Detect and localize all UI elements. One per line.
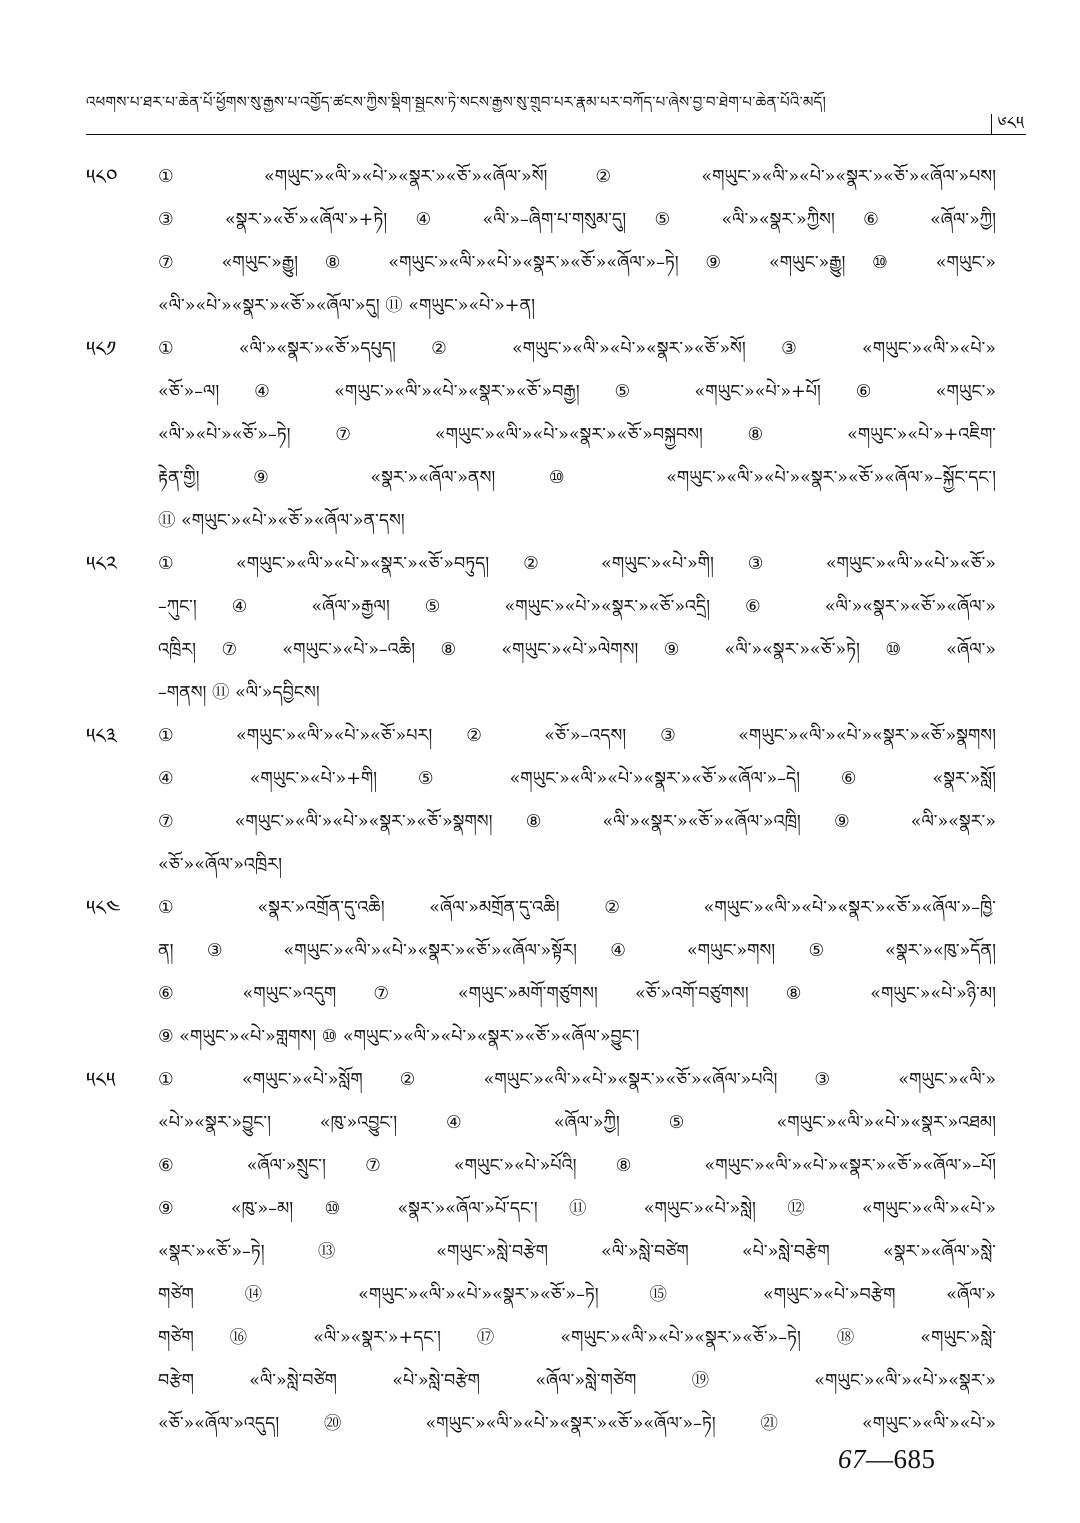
note-entry [86,1059,996,1446]
running-header-title: འཕགས་པ་ཐར་པ་ཆེན་པོ་ཕྱོགས་སུ་རྒྱས་པ་འགྱོད་ཚངས་ཀྱིས་སྡིག་སྦྱངས་ཏེ་སངས་རྒྱས་སུ་གྲུབ་པར་རྣམ་པར་བཀོད་པ་ཞེས་བྱ་བ་ཐེག་པ་ཆེན་པོའི་མདོ། [86,93,826,111]
entry-line: «ལི་»«པེ་»«སྣར་»«ཅོ་»«ཞོལ་»དུ། ⑪ «གཡུང་»«པེ་»+ན། [158,296,536,316]
entry-line: ⑦ «གཡུང་»«ལི་»«པེ་»«སྣར་»«ཅོ་»སྣགས། ⑧ «ལི་»«སྣར་»«ཅོ་»«ཞོལ་»འཁྲི། ⑨ «ལི་»«སྣར་» [158,812,996,832]
entry-number: ༥༨༢ [86,552,117,576]
entry-line: ③ «སྣར་»«ཅོ་»«ཞོལ་»+ཏེ། ④ «ལི་»–ཞིག་པ་གསུམ་དུ། ⑤ «ལི་»«སྣར་»ཀྱིས། ⑥ «ཞོལ་»ཀྱི། [158,210,996,230]
entry-line: བརྩེག «ལི་»སླེ་བཙེག «པེ་»སླེ་བརྩེག «ཞོལ་»སླེ་གཙེག ⑲ «གཡུང་»«ལི་»«པེ་»«སྣར་» [158,1371,996,1391]
entry-line: ① «གཡུང་»«ལི་»«པེ་»«སྣར་»«ཅོ་»«ཞོལ་»སོ། ② «གཡུང་»«ལི་»«པེ་»«སྣར་»«ཅོ་»«ཞོལ་»པས། [158,167,996,187]
entry-body [158,543,996,715]
entry-line: ⑨ «གཡུང་»«པེ་»གླགས། ⑩ «གཡུང་»«ལི་»«པེ་»«སྣར་»«ཅོ་»«ཞོལ་»བྱུང་། [158,1027,640,1047]
entry-line: –ཀུང་། ④ «ཞོལ་»རྒྱལ། ⑤ «གཡུང་»«པེ་»«སྣར་»«ཅོ་»འདྲི། ⑥ «ལི་»«སྣར་»«ཅོ་»«ཞོལ་» [158,597,996,617]
entry-line: «ཅོ་»«ཞོལ་»འདུད། ⑳ «གཡུང་»«ལི་»«པེ་»«སྣར་»«ཅོ་»«ཞོལ་»–ཏེ། ㉑ «གཡུང་»«ལི་»«པེ་» [158,1414,996,1434]
entry-line: རྟེན་གྱི། ⑨ «སྣར་»«ཞོལ་»ནས། ⑩ «གཡུང་»«ལི་»«པེ་»«སྣར་»«ཅོ་»«ཞོལ་»–སྐྱོང་དང་། [158,468,996,488]
note-entry [86,328,996,543]
entry-line: ① «སྣར་»འགྲོན་དུ་འཆི། «ཞོལ་»མགྲོན་དུ་འཆི། ② «གཡུང་»«ལི་»«པེ་»«སྣར་»«ཅོ་»«ཞོལ་»–ཁྱི་ [158,898,996,918]
entry-body [158,1059,996,1446]
entry-line: འཁྲིར། ⑦ «གཡུང་»«པེ་»–འཆི། ⑧ «གཡུང་»«པེ་»ལེགས། ⑨ «ལི་»«སྣར་»«ཅོ་»ཏེ། ⑩ «ཞོལ་» [158,640,996,660]
header-rule [86,134,1026,135]
entry-line: ⑨ «ཁུ་»–མ། ⑩ «སྣར་»«ཞོལ་»པོ་དང་། ⑪ «གཡུང་»«པེ་»སླེ། ⑫ «གཡུང་»«ལི་»«པེ་» [158,1199,996,1219]
entry-line: «སྣར་»«ཅོ་»–ཏེ། ⑬ «གཡུང་»སླེ་བརྩེག «ལི་»སླེ་བཙེག «པེ་»སླེ་བརྩེག «སྣར་»«ཞོལ་»སླེ་ [158,1242,996,1262]
entry-body [158,715,996,887]
note-entry [86,156,996,328]
entry-line: «ཅོ་»«ཞོལ་»འཁྲིར། [158,855,282,875]
entry-line: གཙེག ⑭ «གཡུང་»«ལི་»«པེ་»«སྣར་»«ཅོ་»–ཏེ། ⑮ «གཡུང་»«པེ་»བརྩེག «ཞོལ་» [158,1285,996,1305]
entry-line: ① «ལི་»«སྣར་»«ཅོ་»དཔུད། ② «གཡུང་»«ལི་»«པེ་»«སྣར་»«ཅོ་»སོ། ③ «གཡུང་»«ལི་»«པེ་» [158,339,996,359]
entry-line: –གནས། ⑪ «ལི་»དབྱིངས། [158,683,320,703]
note-entry [86,715,996,887]
entry-line: ⑥ «གཡུང་»འདུག ⑦ «གཡུང་»མགོ་གཙུགས། «ཅོ་»འགོ་བཙུགས། ⑧ «གཡུང་»«པེ་»ཉི་མ། [158,984,996,1004]
entry-line: «ཅོ་»–ལ། ④ «གཡུང་»«ལི་»«པེ་»«སྣར་»«ཅོ་»བརྒྱ། ⑤ «གཡུང་»«པེ་»+པོ། ⑥ «གཡུང་» [158,382,996,402]
entry-line: ⑥ «ཞོལ་»སྲུང་། ⑦ «གཡུང་»«པེ་»པོའི། ⑧ «གཡུང་»«ལི་»«པེ་»«སྣར་»«ཅོ་»«ཞོལ་»–པོ། [158,1156,996,1176]
folio-volume: 67 [838,1444,866,1474]
entry-number: ༥༨༡ [86,337,117,361]
note-entry [86,543,996,715]
entry-body [158,328,996,543]
entry-body [158,156,996,328]
note-entry [86,887,996,1059]
folio-dash: — [866,1444,894,1474]
entry-line: ① «གཡུང་»«པེ་»སློག ② «གཡུང་»«ལི་»«པེ་»«སྣར་»«ཅོ་»«ཞོལ་»པའི། ③ «གཡུང་»«ལི་» [158,1070,996,1090]
entry-line: ན། ③ «གཡུང་»«ལི་»«པེ་»«སྣར་»«ཅོ་»«ཞོལ་»སྟོར། ④ «གཡུང་»གས། ⑤ «སྣར་»«ཁུ་»དོན། [158,941,996,961]
entry-body [158,887,996,1059]
variant-notes-list [86,156,996,1446]
entry-line: «པེ་»«སྣར་»བྱུང་། «ཁུ་»འབྱུང་། ④ «ཞོལ་»ཀྱི། ⑤ «གཡུང་»«ལི་»«པེ་»«སྣར་»འཐམ། [158,1113,996,1133]
entry-number: ༥༨༥ [86,1068,116,1092]
entry-line: གཙེག ⑯ «ལི་»«སྣར་»+དང་། ⑰ «གཡུང་»«ལི་»«པེ་»«སྣར་»«ཅོ་»–ཏེ། ⑱ «གཡུང་»སླེ་ [158,1328,996,1348]
entry-line: ④ «གཡུང་»«པེ་»+གི། ⑤ «གཡུང་»«ལི་»«པེ་»«སྣར་»«ཅོ་»«ཞོལ་»–དེ། ⑥ «སྣར་»སློ། [158,769,996,789]
entry-number: ༥༨༤ [86,896,121,920]
entry-line: ⑪ «གཡུང་»«པེ་»«ཅོ་»«ཞོལ་»ན་དས། [158,511,405,531]
folio-page: 685 [893,1444,936,1474]
folio-page-number [838,1442,936,1476]
entry-number: ༥༨༠ [86,165,118,189]
entry-line: ⑦ «གཡུང་»རྒྱུ། ⑧ «གཡུང་»«ལི་»«པེ་»«སྣར་»«ཅོ་»«ཞོལ་»–ཏེ། ⑨ «གཡུང་»རྒྱུ། ⑩ «གཡུང་» [158,253,996,273]
entry-line: «ལི་»«པེ་»«ཅོ་»–ཏེ། ⑦ «གཡུང་»«ལི་»«པེ་»«སྣར་»«ཅོ་»བསྐྱབས། ⑧ «གཡུང་»«པེ་»+འཇིག་ [158,425,996,445]
entry-number: ༥༨༣ [86,724,117,748]
entry-line: ① «གཡུང་»«ལི་»«པེ་»«ཅོ་»པར། ② «ཅོ་»–འདས། ③ «གཡུང་»«ལི་»«པེ་»«སྣར་»«ཅོ་»སྣགས། [158,726,996,746]
header-page-number: ༦༨༥ [991,114,1024,134]
entry-line: ① «གཡུང་»«ལི་»«པེ་»«སྣར་»«ཅོ་»བཏུད། ② «གཡུང་»«པེ་»གི། ③ «གཡུང་»«ལི་»«པེ་»«ཅོ་» [158,554,996,574]
